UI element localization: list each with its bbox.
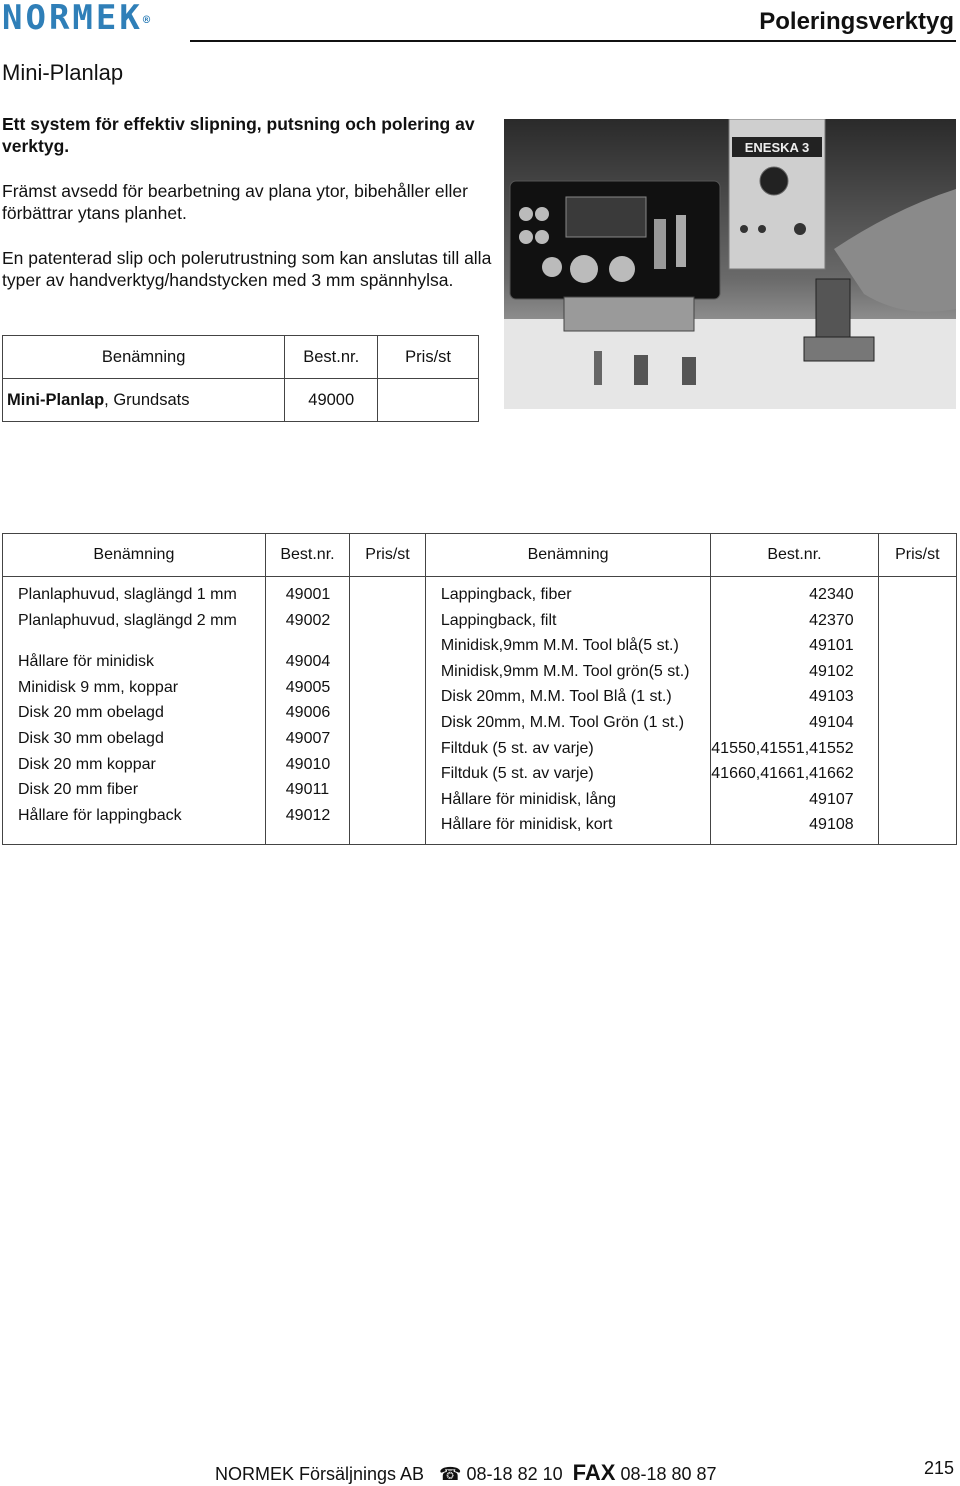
right-names <box>425 577 710 845</box>
list-item-nr: 49006 <box>285 704 331 722</box>
list-item-nr: 49012 <box>285 806 331 824</box>
list-item: Lappingback, filt <box>440 611 557 629</box>
list-item: Lappingback, fiber <box>440 586 572 603</box>
list-item: Planlaphuvud, slaglängd 2 mm <box>18 611 237 629</box>
brand-logo <box>2 0 150 36</box>
list-item-nr: 49108 <box>809 816 854 834</box>
list-item: Hållare för minidisk, lång <box>440 790 617 808</box>
list-item: Hållare för minidisk, kort <box>440 816 613 834</box>
product-name-rest: , Grundsats <box>104 390 190 409</box>
list-item-nr: 49001 <box>285 586 331 603</box>
product-name-bold: Mini-Planlap <box>7 390 105 409</box>
fax-label: FAX <box>572 1460 616 1485</box>
list-item-nr: 42370 <box>809 611 854 629</box>
right-numbers <box>711 577 878 845</box>
list-item-nr: 49002 <box>285 611 331 629</box>
fax-number: 08-18 80 87 <box>620 1464 717 1484</box>
phone-icon: ☎ <box>439 1464 462 1484</box>
header-nr: Best.nr. <box>285 336 378 379</box>
right-prices <box>878 577 956 845</box>
header-price-left: Pris/st <box>350 534 426 577</box>
header-name-right: Benämning <box>425 534 710 577</box>
list-item-nr: 41660,41661,41662 <box>711 765 854 783</box>
section-title: Poleringsverktyg <box>759 8 954 35</box>
page-number: 215 <box>923 1458 954 1478</box>
list-item-nr: 49010 <box>285 755 331 773</box>
list-item-nr: 49011 <box>285 781 330 799</box>
list-item: Hållare för lappingback <box>18 806 182 824</box>
list-item: Disk 20mm, M.M. Tool Grön (1 st.) <box>440 713 685 731</box>
table-row <box>3 379 479 422</box>
left-names <box>3 577 266 845</box>
list-item: Planlaphuvud, slaglängd 1 mm <box>18 586 237 603</box>
list-item-nr: 49101 <box>809 637 854 655</box>
list-item: Filtduk (5 st. av varje) <box>440 765 594 783</box>
header-rule <box>190 40 956 42</box>
list-item-nr: 49004 <box>285 653 331 671</box>
phone-number: 08-18 82 10 <box>466 1464 563 1484</box>
product-price <box>378 379 479 422</box>
list-item-nr: 49103 <box>809 688 854 706</box>
list-item: Disk 20 mm koppar <box>18 755 156 773</box>
product-nr: 49000 <box>285 379 378 422</box>
list-item-nr: 42340 <box>809 586 854 603</box>
list-item-nr: 49107 <box>809 790 854 808</box>
product-photo <box>504 119 956 409</box>
table-body <box>3 577 957 845</box>
device-label: ENESKA 3 <box>744 140 810 155</box>
list-item-nr: 49005 <box>285 678 331 696</box>
list-item: Minidisk,9mm M.M. Tool blå(5 st.) <box>440 637 679 655</box>
intro-paragraph-3: En patenterad slip och polerutrustning som kan anslutas till alla typer av handverktyg/handstycken med 3 mm spännhylsa. <box>2 248 492 290</box>
company-name: NORMEK Försäljnings AB <box>215 1464 425 1484</box>
header-name: Benämning <box>3 336 285 379</box>
intro-lead: Ett system för effektiv slipning, putsning och polering av verktyg. <box>2 114 475 156</box>
list-item: Disk 30 mm obelagd <box>18 729 164 747</box>
product-name <box>3 379 285 422</box>
header-nr-left: Best.nr. <box>265 534 349 577</box>
list-item: Disk 20 mm obelagd <box>18 704 164 722</box>
table-header-row <box>3 534 957 577</box>
header-nr-right: Best.nr. <box>711 534 878 577</box>
table-header-row <box>3 336 479 379</box>
header-price: Pris/st <box>378 336 479 379</box>
list-item: Minidisk,9mm M.M. Tool grön(5 st.) <box>440 662 690 680</box>
list-item: Disk 20mm, M.M. Tool Blå (1 st.) <box>440 688 672 706</box>
list-item-nr: 49102 <box>809 662 854 680</box>
left-numbers <box>265 577 349 845</box>
accessories-table <box>2 533 957 845</box>
footer-contact <box>215 1460 717 1486</box>
list-item-nr: 49104 <box>809 713 854 731</box>
page-title: Mini-Planlap <box>2 60 124 85</box>
list-item: Hållare för minidisk <box>18 653 155 671</box>
list-item: Minidisk 9 mm, koppar <box>18 678 179 696</box>
left-prices <box>350 577 426 845</box>
list-item: Disk 20 mm fiber <box>18 781 139 799</box>
intro-paragraph-2: Främst avsedd för bearbetning av plana ytor, bibehåller eller förbättrar ytans planhet. <box>2 181 468 223</box>
list-item-nr: 49007 <box>285 729 331 747</box>
registered-mark: ® <box>142 13 151 27</box>
list-item: Filtduk (5 st. av varje) <box>440 739 594 757</box>
base-set-table <box>2 335 479 422</box>
header-name-left: Benämning <box>3 534 266 577</box>
brand-name: NORMEK <box>2 0 143 38</box>
header-price-right: Pris/st <box>878 534 956 577</box>
list-item-nr: 41550,41551,41552 <box>711 739 854 757</box>
